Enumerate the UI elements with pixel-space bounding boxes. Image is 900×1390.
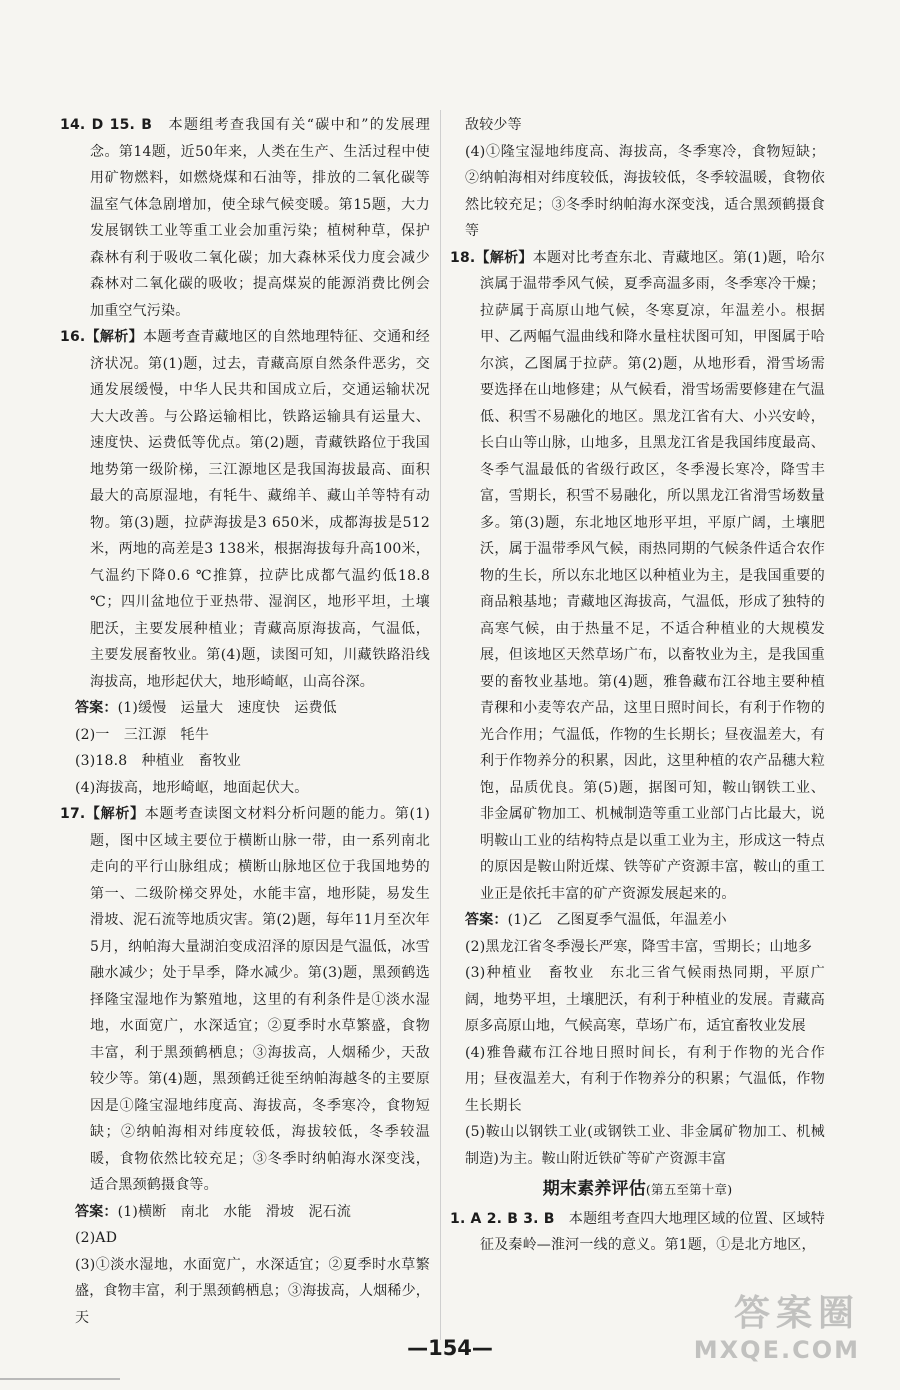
q18-answer-5: (5)鞍山以钢铁工业(或钢铁工业、非金属矿物加工、机械制造)为主。鞍山附近铁矿等矿产资源丰富 [465, 1124, 825, 1167]
q18-answer-4: (4)雅鲁藏布江谷地日照时间长，有利于作物的光合作用；昼夜温差大，有利于作物养分的积累；气温低，作物生长期长 [465, 1044, 825, 1114]
column-divider [440, 110, 441, 1340]
q16-label: 【解析】 [85, 329, 143, 345]
q16-answer [60, 695, 430, 722]
footer-line [0, 1378, 120, 1380]
q17-explanation [60, 801, 430, 1199]
q17-answer-2: (2)AD [75, 1230, 118, 1246]
section-title: 期末素养评估 [542, 1179, 646, 1199]
q17-answer-1: (1)横断 南北 水能 滑坡 泥石流 [117, 1203, 352, 1220]
right-column [450, 112, 825, 1259]
q17-label: 【解析】 [85, 806, 145, 822]
section-subtitle: (第五至第十章) [645, 1182, 733, 1197]
q14-15-text: 本题组考查我国有关“碳中和”的发展理念。第14题，近50年来，人类在生产、生活过程中使用矿物燃料，如燃烧煤和石油等，排放的二氧化碳等温室气体急剧增加，使全球气候变暖。第15题，大力发展钢铁工业等重工业会加重污染；植树种草，保护森林有利于吸收二氧化碳；加大森林采伐力度会减少森林对二氧化碳的吸收；提高煤炭的能源消费比例会加重空气污染。 [90, 117, 430, 319]
q16-number: 16. [60, 329, 86, 345]
q18-answer-3: (3)种植业 畜牧业 东北三省气候雨热同期，平原广阔，地势平坦，土壤肥沃，有利于种植业的发展。青藏高原多高原山地，气候高寒，草场广布，适宜畜牧业发展 [465, 965, 825, 1034]
q16-answer-2: (2)一 三江源 牦牛 [75, 726, 210, 743]
q16-answer-4: (4)海拔高，地形崎岖，地面起伏大。 [75, 779, 309, 796]
q17-answer-label: 答案： [75, 1203, 118, 1220]
q1-3-number: 1. A 2. B 3. B [450, 1210, 555, 1227]
q14-15-number: 14. D 15. B [60, 117, 153, 133]
q16-answer-1: (1)缓慢 运量大 速度快 运费低 [117, 700, 337, 716]
q18-number: 18. [450, 249, 476, 266]
q1-3-text: 本题组考查四大地理区域的位置、区域特征及秦岭—淮河一线的意义。第1题，①是北方地区， [480, 1210, 825, 1253]
q16-text: 本题考查青藏地区的自然地理特征、交通和经济状况。第(1)题，过去，青藏高原自然条件恶劣，交通发展缓慢，中华人民共和国成立后，交通运输状况大大改善。与公路运输相比，铁路运输具有运量大、速度快、运费低等优点。第(2)题，青藏铁路位于我国地势第一级阶梯，三江源地区是我国海拔最高、面积最大的高原湿地，有牦牛、藏绵羊、藏山羊等特有动物。第(3)题，拉萨海拔是3 650米，成都海拔是512米，两地的高差是3 138米，根据海拔每升高100米，气温约下降0.6 ℃推算，拉萨比成都气温约低18.8 ℃；四川盆地位于亚热带、湿润区，地形平坦，土壤肥沃，主要发展种植业；青藏高原海拔高，气温低，主要发展畜牧业。第(4)题，读图可知，川藏铁路沿线海拔高，地形起伏大，地形崎岖，山高谷深。 [90, 329, 430, 690]
q18-answer-1: (1)乙 乙图夏季气温低，年温差小 [507, 912, 727, 928]
q18-answer [450, 907, 825, 934]
q18-label: 【解析】 [475, 249, 533, 266]
watermark-url: MXQE.COM [693, 1336, 860, 1364]
q16-answer-3: (3)18.8 种植业 畜牧业 [75, 753, 242, 769]
q16-answer-label: 答案： [75, 700, 118, 716]
q18-explanation [450, 245, 825, 908]
q18-answer-2: (2)黑龙江省冬季漫长严寒，降雪丰富，雪期长；山地多 [465, 938, 813, 955]
q16-explanation [60, 324, 430, 695]
q18-answer-label: 答案： [465, 912, 508, 928]
q17-text: 本题考查读图文材料分析问题的能力。第(1)题，图中区域主要位于横断山脉一带，由一系列南北走向的平行山脉组成；横断山脉地区位于我国地势的第一、二级阶梯交界处，水能丰富，地形陡，易发生滑坡、泥石流等地质灾害。第(2)题，每年11月至次年5月，纳帕海大量湖泊变成沼泽的原因是气温低，冰雪融水减少；处于旱季，降水减少。第(3)题，黑颈鹤选择隆宝湿地作为繁殖地，这里的有利条件是①淡水湿地，水面宽广，水深适宜；②夏季时水草繁盛，食物丰富，利于黑颈鹤栖息；③海拔高，人烟稀少，天敌较少等。第(4)题，黑颈鹤迁徙至纳帕海越冬的主要原因是①隆宝湿地纬度高、海拔高，冬季寒冷，食物短缺；②纳帕海相对纬度较低，海拔较低，冬季较温暖，食物依然比较充足；③冬季时纳帕海水深变浅，适合黑颈鹤摄食等。 [90, 806, 430, 1193]
q17-number: 17. [60, 806, 86, 822]
q14-15-explanation [60, 112, 430, 324]
page-number: —154— [407, 1336, 493, 1360]
q17-answer [60, 1199, 430, 1226]
q17-answer-3-cont: 敌较少等 [465, 117, 522, 133]
q17-answer-3: (3)①淡水湿地，水面宽广，水深适宜；②夏季时水草繁盛，食物丰富，利于黑颈鹤栖息；③海拔高，人烟稀少，天 [75, 1256, 430, 1326]
watermark [660, 1292, 860, 1370]
section-heading [450, 1176, 825, 1204]
watermark-logo: 答案圈 [733, 1293, 860, 1334]
left-column [60, 112, 430, 1331]
q18-text: 本题对比考查东北、青藏地区。第(1)题，哈尔滨属于温带季风气候，夏季高温多雨，冬季寒冷干燥；拉萨属于高原山地气候，冬寒夏凉，年温差小。根据甲、乙两幅气温曲线和降水量柱状图可知，甲图属于哈尔滨，乙图属于拉萨。第(2)题，从地形看，滑雪场需要选择在山地修建；从气候看，滑雪场需要修建在气温低、积雪不易融化的地区。黑龙江省有大、小兴安岭，长白山等山脉，山地多，且黑龙江省是我国纬度最高、冬季气温最低的省级行政区，冬季漫长寒冷，降雪丰富，雪期长，积雪不易融化，所以黑龙江省滑雪场数量多。第(3)题，东北地区地形平坦，平原广阔，土壤肥沃，属于温带季风气候，雨热同期的气候条件适合农作物的生长，所以东北地区以种植业为主，是我国重要的商品粮基地；青藏地区海拔高，气温低，形成了独特的高寒气候，由于热量不足，不适合种植业的大规模发展，但该地区天然草场广布，以畜牧业为主，是我国重要的畜牧业基地。第(4)题，雅鲁藏布江谷地主要种植青稞和小麦等农产品，这里日照时间长，有利于作物的光合作用；气温低，作物的生长期长；昼夜温差大，有利于作物养分的积累，因此，这里种植的农产品穗大粒饱，品质优良。第(5)题，据图可知，鞍山钢铁工业、非金属矿物加工、机械制造等重工业部门占比最大，说明鞍山工业的结构特点是以重工业为主，形成这一特点的原因是鞍山附近煤、铁等矿产资源丰富，鞍山的重工业正是依托丰富的矿产资源发展起来的。 [480, 249, 825, 902]
q1-3-explanation [450, 1206, 825, 1259]
q17-answer-4: (4)①隆宝湿地纬度高、海拔高，冬季寒冷，食物短缺；②纳帕海相对纬度较低，海拔较低，冬季较温暖，食物依然比较充足；③冬季时纳帕海水深变浅，适合黑颈鹤摄食等 [465, 143, 825, 239]
